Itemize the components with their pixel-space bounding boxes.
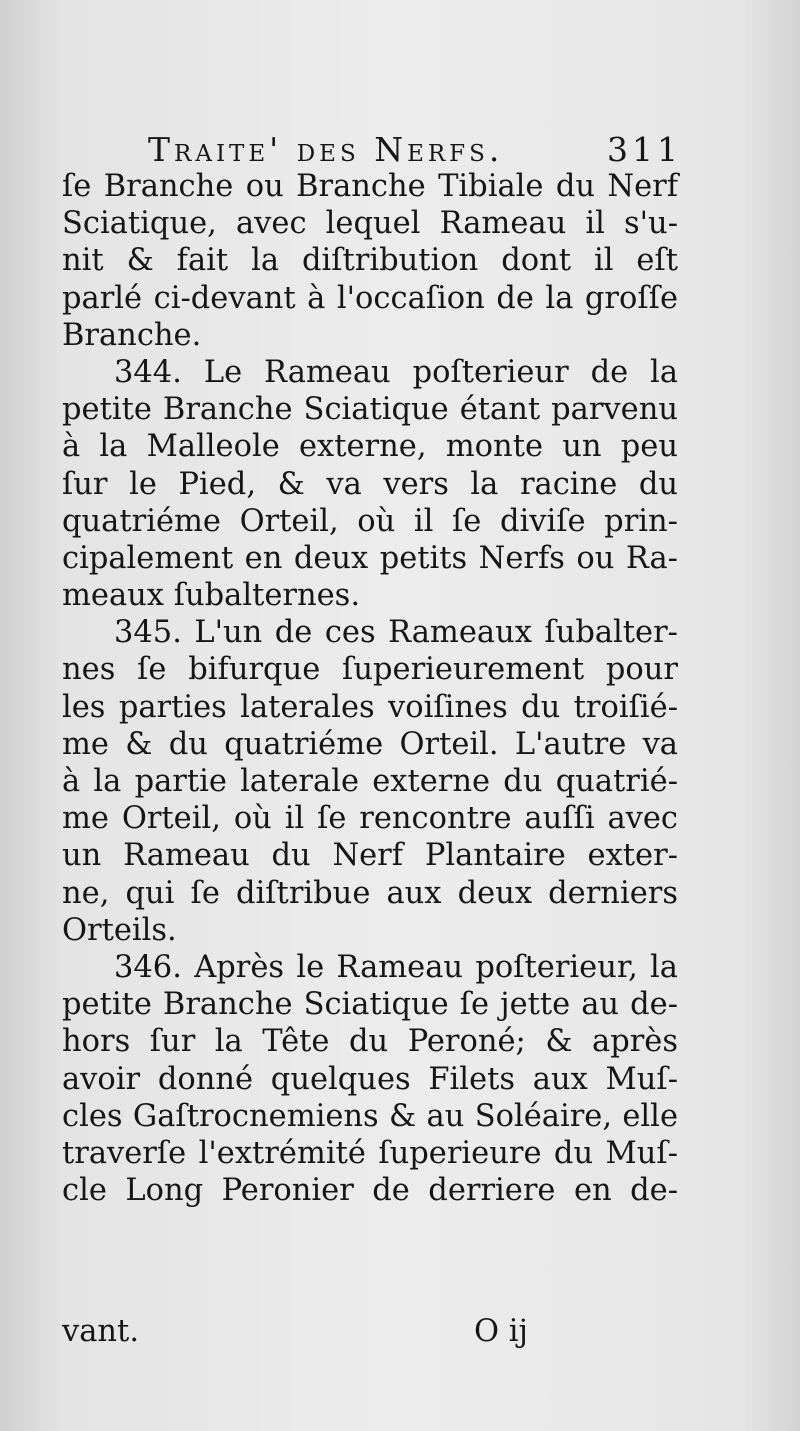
running-title: Traite' des Nerfs. [148,130,504,169]
text-line: un Rameau du Nerf Plantaire exter- [62,838,678,874]
text-line: meaux ſubalternes. [62,578,361,614]
text-line: à la partie laterale externe du quatrié- [62,764,678,799]
text-line: hors ſur la Tête du Peroné; & après [62,1024,678,1060]
body-text [62,168,678,1209]
text-line: nes ſe bifurque ſuperieurement pour [62,652,678,688]
text-line: ſe Branche ou Branche Tibiale du Nerf [62,169,678,204]
text-line: Sciatique, avec lequel Rameau il s'u- [62,206,678,242]
text-line: Branche. [62,317,202,353]
text-line: traverſe l'extrémité ſuperieure du Muſ- [62,1135,678,1171]
page-footer [62,1314,678,1354]
text-line: à la Malleole externe, monte un peu [62,429,678,465]
paragraph-start-345: 345. L'un de ces Rameaux ſubalter- [114,615,678,651]
page-number: 311 [607,130,682,169]
text-line: nit & fait la diſtribution dont il eſt [62,243,678,279]
text-line: parlé ci-devant à l'occaſion de la groſſe [62,280,678,316]
last-word: vant. [62,1314,140,1349]
text-line: avoir donné quelques Filets aux Muſ- [62,1061,678,1097]
text-line: cles Gaſtrocnemiens & au Soléaire, elle [62,1098,678,1134]
text-line: petite Branche Sciatique ſe jette au de- [62,987,678,1023]
text-line: petite Branche Sciatique étant parvenu [62,392,678,428]
paragraph-start-346: 346. Après le Rameau poſterieur, la [114,949,678,985]
text-line: ſur le Pied, & va vers la racine du [62,466,678,502]
text-line: cle Long Peronier de derriere en de- [62,1173,678,1209]
running-header [148,122,688,174]
text-line: Orteils. [62,912,177,948]
text-line: cipalement en deux petits Nerfs ou Ra- [62,540,678,576]
text-line: me & du quatriéme Orteil. L'autre va [62,726,678,762]
text-line: me Orteil, où il ſe rencontre auſſi avec [62,801,678,837]
text-line: ne, qui ſe diſtribue aux deux derniers [62,875,678,911]
text-line: les parties laterales voiſines du troiſié- [62,689,678,725]
text-line: quatriéme Orteil, où il ſe diviſe prin- [62,503,678,539]
signature-mark: O ij [474,1314,528,1349]
paragraph-start-344: 344. Le Rameau poſterieur de la [114,354,678,390]
